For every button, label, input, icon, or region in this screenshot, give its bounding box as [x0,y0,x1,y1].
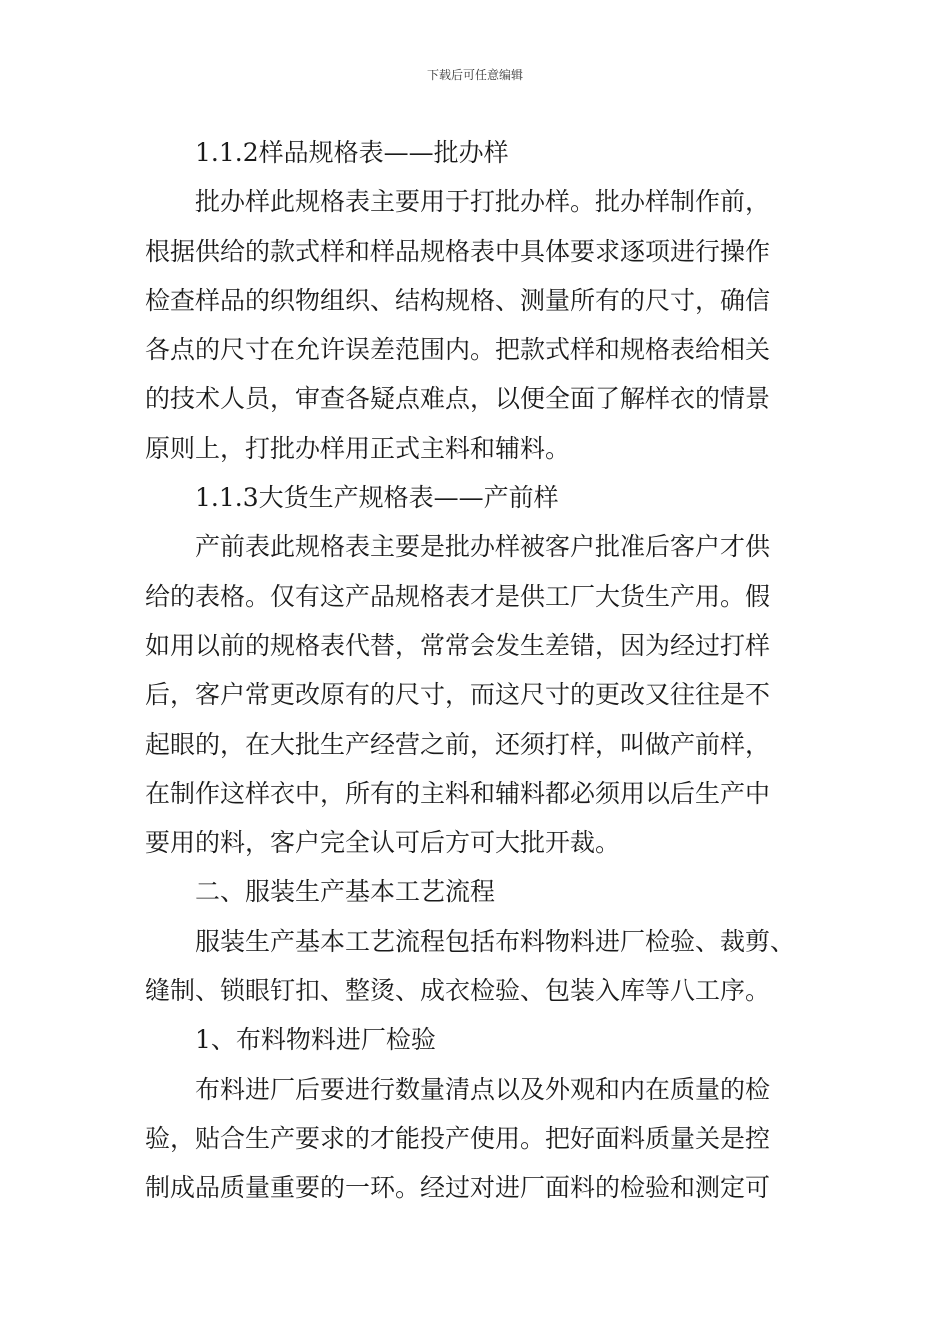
paragraph-line: 要用的料，客户完全认可后方可大批开裁。 [145,828,621,858]
paragraph-line: 根据供给的款式样和样品规格表中具体要求逐项进行操作 [145,236,771,266]
paragraph-line: 缝制、锁眼钉扣、整烫、成衣检验、包装入库等八工序。 [145,976,771,1006]
paragraph-line: 如用以前的规格表代替，常常会发生差错，因为经过打样 [145,630,771,660]
page-header-note: 下载后可任意编辑 [426,68,523,82]
paragraph-line: 制成品质量重要的一环。经过对进厂面料的检验和测定可 [145,1173,771,1203]
paragraph-line: 起眼的，在大批生产经营之前，还须打样，叫做产前样， [145,729,771,759]
paragraph-line: 的技术人员，审查各疑点难点，以便全面了解样衣的情景 [145,384,771,414]
paragraph-line: 检查样品的织物组织、结构规格、测量所有的尺寸，确信 [145,285,771,315]
section-heading-1-1-3: 1.1.3大货生产规格表——产前样 [195,483,559,513]
section-heading-1: 1、布料物料进厂检验 [195,1025,436,1055]
paragraph-line: 验，贴合生产要求的才能投产使用。把好面料质量关是控 [145,1123,771,1153]
paragraph-line: 产前表此规格表主要是批办样被客户批准后客户才供 [195,532,771,562]
paragraph-line: 在制作这样衣中，所有的主料和辅料都必须用以后生产中 [145,778,771,808]
document-body [145,128,825,1213]
section-heading-2: 二、服装生产基本工艺流程 [195,877,496,907]
paragraph-line: 原则上，打批办样用正式主料和辅料。 [145,433,571,463]
paragraph-line: 各点的尺寸在允许误差范围内。把款式样和规格表给相关 [145,335,771,365]
paragraph-line: 服装生产基本工艺流程包括布料物料进厂检验、裁剪、 [195,926,796,956]
paragraph-line: 布料进厂后要进行数量清点以及外观和内在质量的检 [195,1074,771,1104]
section-heading-1-1-2: 1.1.2样品规格表——批办样 [195,138,509,167]
paragraph-line: 给的表格。仅有这产品规格表才是供工厂大货生产用。假 [145,581,771,611]
paragraph-line: 批办样此规格表主要用于打批办样。批办样制作前， [195,187,771,217]
paragraph-line: 后，客户常更改原有的尺寸，而这尺寸的更改又往往是不 [145,680,771,710]
